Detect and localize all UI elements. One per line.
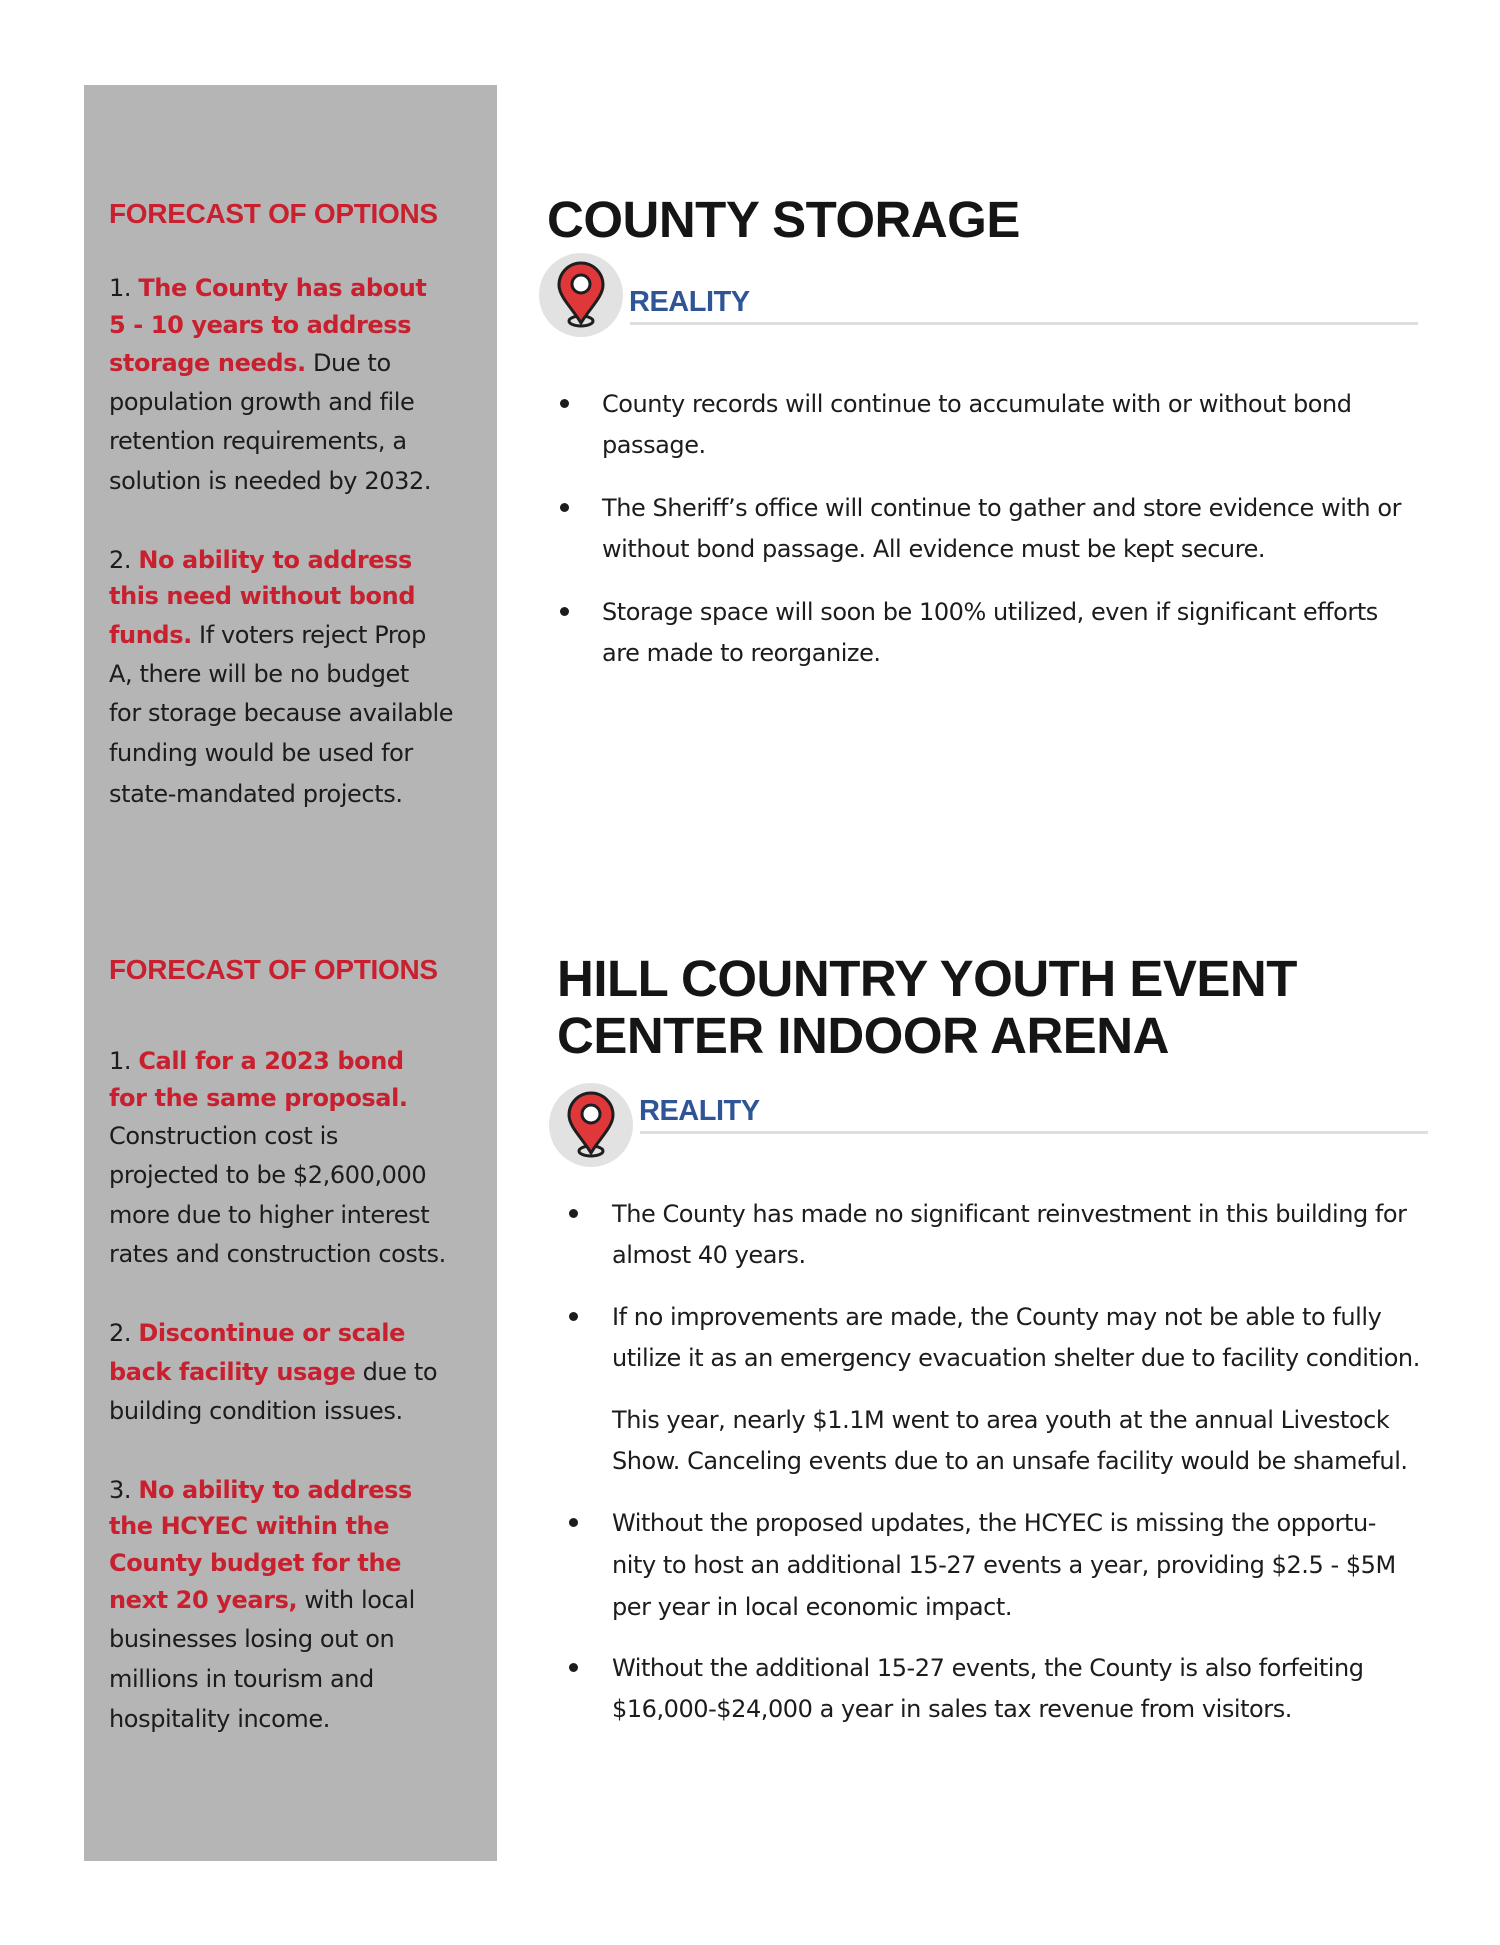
option-body-text: more due to higher interest xyxy=(109,1201,430,1229)
option-body-text: A, there will be no budget xyxy=(109,660,409,688)
option-line xyxy=(109,1627,394,1651)
bullet-text: without bond passage. All evidence must be kept secure. xyxy=(602,535,1266,563)
bullet-text: passage. xyxy=(602,431,706,459)
option-line xyxy=(109,584,415,608)
bullet-icon xyxy=(569,1663,578,1672)
option-number: 2. xyxy=(109,546,139,574)
option-line xyxy=(109,1203,429,1227)
option-body-text: millions in tourism and xyxy=(109,1665,374,1693)
bullet-text: almost 40 years. xyxy=(612,1241,806,1269)
option-emphasis-text: funds. xyxy=(109,621,192,649)
option-line xyxy=(109,1049,404,1073)
option-emphasis-text: No ability to address xyxy=(138,1476,412,1504)
option-body-text: building condition issues. xyxy=(109,1397,403,1425)
section-title: COUNTY STORAGE xyxy=(547,191,1020,248)
option-number: 2. xyxy=(109,1319,139,1347)
option-body-text: funding would be used for xyxy=(109,739,413,767)
option-emphasis-text: 5 - 10 years to address xyxy=(109,311,412,339)
bullet-icon xyxy=(560,607,569,616)
option-number: 1. xyxy=(109,1047,139,1075)
option-line xyxy=(109,623,426,647)
option-number: 1. xyxy=(109,274,139,302)
map-pin-icon xyxy=(539,253,623,337)
option-line xyxy=(109,548,412,572)
option-body-text: businesses losing out on xyxy=(109,1625,395,1653)
section-title-line-1: HILL COUNTRY YOUTH EVENT xyxy=(557,950,1297,1007)
reality-subheading: REALITY xyxy=(639,1095,760,1127)
option-line xyxy=(109,1707,330,1731)
option-line xyxy=(109,1086,408,1110)
option-emphasis-text: for the same proposal. xyxy=(109,1084,408,1112)
option-line xyxy=(109,1514,389,1538)
bullet-text: County records will continue to accumulate with or without bond xyxy=(602,390,1352,418)
option-body-text: population growth and file xyxy=(109,388,415,416)
reality-subheading: REALITY xyxy=(629,286,750,318)
paragraph-text: This year, nearly $1.1M went to area youth at the annual Livestock xyxy=(612,1406,1390,1434)
bullet-text: If no improvements are made, the County may not be able to fully xyxy=(612,1303,1382,1331)
option-line xyxy=(109,741,413,765)
option-line xyxy=(109,1399,403,1423)
option-line xyxy=(109,701,453,725)
bullet-text: are made to reorganize. xyxy=(602,639,881,667)
bullet-text: per year in local economic impact. xyxy=(612,1593,1013,1621)
option-line xyxy=(109,1478,412,1502)
option-body-text: hospitality income. xyxy=(109,1705,330,1733)
option-line xyxy=(109,1321,405,1345)
option-body-text: Due to xyxy=(305,349,391,377)
option-line xyxy=(109,390,414,414)
bullet-text: utilize it as an emergency evacuation shelter due to facility condition. xyxy=(612,1344,1420,1372)
option-body-text: retention requirements, a xyxy=(109,427,407,455)
option-emphasis-text: Discontinue or scale xyxy=(138,1319,405,1347)
option-line xyxy=(109,1242,446,1266)
option-emphasis-text: back facility usage xyxy=(109,1358,356,1386)
option-line xyxy=(109,1667,374,1691)
forecast-sidebar xyxy=(84,85,497,1861)
forecast-heading: FORECAST OF OPTIONS xyxy=(109,198,438,229)
option-body-text: state-mandated projects. xyxy=(109,780,403,808)
option-line xyxy=(109,782,403,806)
bullet-text: Without the additional 15-27 events, the County is also forfeiting xyxy=(612,1654,1364,1682)
option-body-text: rates and construction costs. xyxy=(109,1240,446,1268)
option-line xyxy=(109,313,411,337)
option-emphasis-text: the HCYEC within the xyxy=(109,1512,390,1540)
option-body-text: projected to be $2,600,000 xyxy=(109,1161,427,1189)
bullet-icon xyxy=(560,503,569,512)
bullet-text: Storage space will soon be 100% utilized, even if significant efforts xyxy=(602,598,1378,626)
reality-divider xyxy=(630,322,1418,325)
option-line xyxy=(109,276,427,300)
option-emphasis-text: County budget for the xyxy=(109,1549,402,1577)
bullet-icon xyxy=(560,399,569,408)
option-line xyxy=(109,429,407,453)
option-body-text: for storage because available xyxy=(109,699,454,727)
option-emphasis-text: The County has about xyxy=(138,274,427,302)
option-line xyxy=(109,662,409,686)
bullet-text: $16,000-$24,000 a year in sales tax revenue from visitors. xyxy=(612,1695,1292,1723)
paragraph-text: Show. Canceling events due to an unsafe facility would be shameful. xyxy=(612,1447,1408,1475)
option-body-text: solution is needed by 2032. xyxy=(109,467,432,495)
option-line xyxy=(109,1551,401,1575)
option-emphasis-text: storage needs. xyxy=(109,349,306,377)
option-body-text: Construction cost is xyxy=(109,1122,339,1150)
map-pin-icon xyxy=(549,1083,633,1167)
bullet-icon xyxy=(569,1518,578,1527)
option-line xyxy=(109,1588,415,1612)
bullet-icon xyxy=(569,1312,578,1321)
option-emphasis-text: this need without bond xyxy=(109,582,416,610)
option-line xyxy=(109,1163,426,1187)
option-emphasis-text: No ability to address xyxy=(138,546,412,574)
option-body-text: If voters reject Prop xyxy=(191,621,426,649)
option-body-text: with local xyxy=(297,1586,415,1614)
option-line xyxy=(109,1360,437,1384)
option-number: 3. xyxy=(109,1476,139,1504)
option-body-text: due to xyxy=(355,1358,438,1386)
option-emphasis-text: next 20 years, xyxy=(109,1586,298,1614)
bullet-text: The County has made no significant reinvestment in this building for xyxy=(612,1200,1407,1228)
forecast-heading: FORECAST OF OPTIONS xyxy=(109,954,438,985)
bullet-text: The Sheriff’s office will continue to gather and store evidence with or xyxy=(602,494,1402,522)
bullet-icon xyxy=(569,1209,578,1218)
option-line xyxy=(109,351,391,375)
option-line xyxy=(109,469,431,493)
bullet-text: nity to host an additional 15-27 events a year, providing $2.5 - $5M xyxy=(612,1551,1396,1579)
section-title-line-2: CENTER INDOOR ARENA xyxy=(557,1007,1169,1064)
option-line xyxy=(109,1124,338,1148)
option-emphasis-text: Call for a 2023 bond xyxy=(138,1047,404,1075)
reality-divider xyxy=(640,1131,1428,1134)
bullet-text: Without the proposed updates, the HCYEC is missing the opportu- xyxy=(612,1509,1376,1537)
